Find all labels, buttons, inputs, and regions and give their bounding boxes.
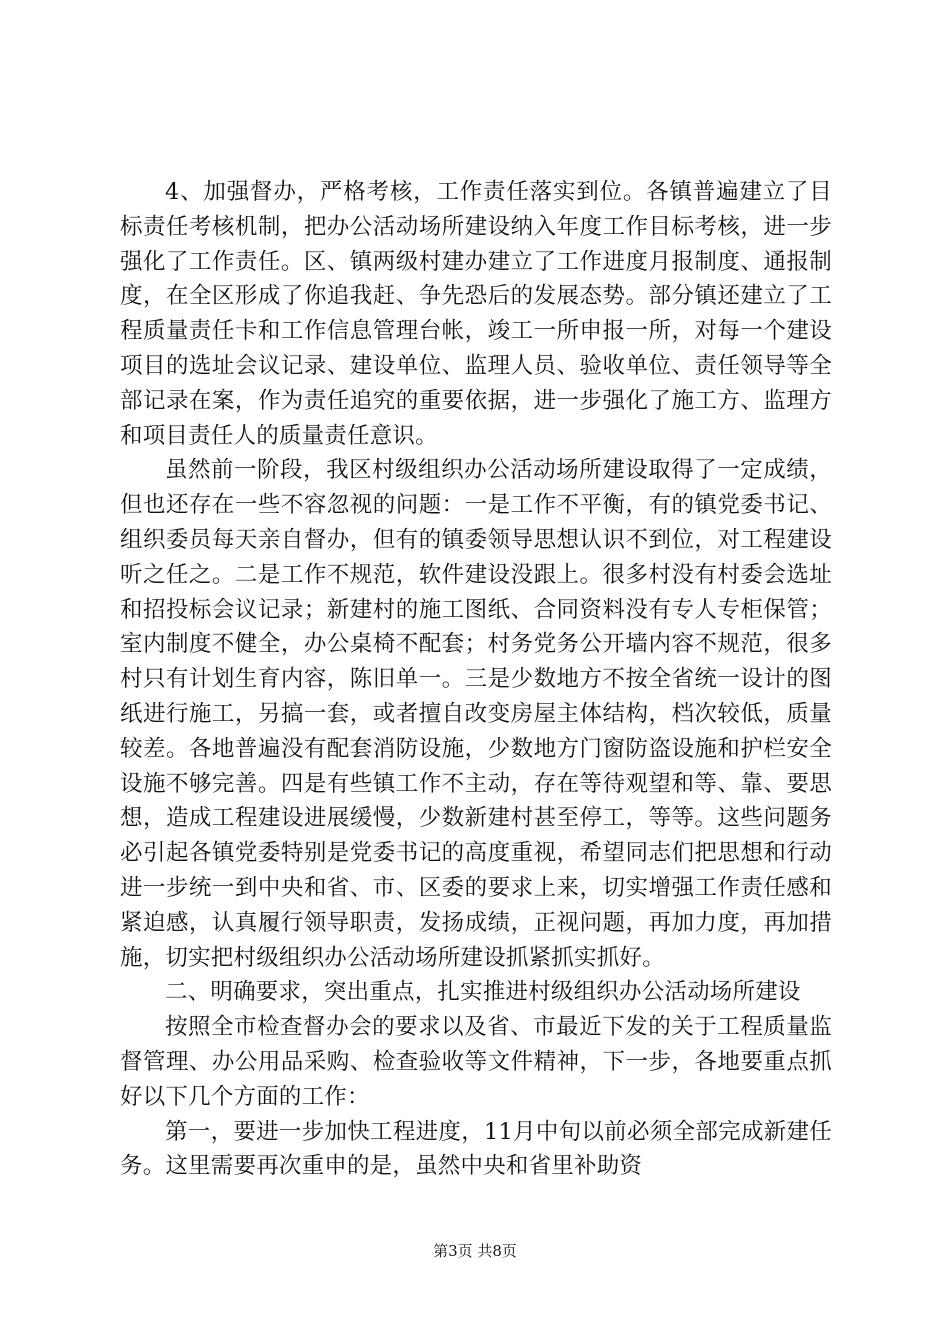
paragraph-problems: 虽然前一阶段，我区村级组织办公活动场所建设取得了一定成绩，但也还存在一些不容忽视的问题：一是工作不平衡，有的镇党委书记、组织委员每天亲自督办，但有的镇委领导思想认识不到位，对工程建设听之任之。二是工作不规范，软件建设没跟上。很多村没有村委会选址和招投标会议记录；新建村的施工图纸、合同资料没有专人专柜保管；室内制度不健全，办公桌椅不配套；村务党务公开墙内容不规范，很多村只有计划生育内容，陈旧单一。三是少数地方不按全省统一设计的图纸进行施工，另搞一套，或者擅自改变房屋主体结构，档次较低，质量较差。各地普遍没有配套消防设施，少数地方门窗防盗设施和护栏安全设施不够完善。四是有些镇工作不主动，存在等待观望和等、靠、要思想，造成工程建设进展缓慢，少数新建村甚至停工，等等。这些问题务必引起各镇党委特别是党委书记的高度重视，希望同志们把思想和行动进一步统一到中央和省、市、区委的要求上来，切实增强工作责任感和紧迫感，认真履行领导职责，发扬成绩，正视问题，再加力度，再加措施，切实把村级组织办公活动场所建设抓紧抓实抓好。	[120, 457, 832, 971]
page-number-footer: 第3页 共8页	[433, 1242, 517, 1260]
paragraph-next-steps: 按照全市检查督办会的要求以及省、市最近下发的关于工程质量监督管理、办公用品采购、检查验收等文件精神，下一步，各地要重点抓好以下几个方面的工作：	[120, 1014, 832, 1110]
paragraph-supervision: 4、加强督办，严格考核，工作责任落实到位。各镇普遍建立了目标责任考核机制，把办公活动场所建设纳入年度工作目标考核，进一步强化了工作责任。区、镇两级村建办建立了工作进度月报制度、通报制度，在全区形成了你追我赶、争先恐后的发展态势。部分镇还建立了工程质量责任卡和工作信息管理台帐，竣工一所申报一所，对每一个建设项目的选址会议记录、建设单位、监理人员、验收单位、责任领导等全部记录在案，作为责任追究的重要依据，进一步强化了施工方、监理方和项目责任人的质量责任意识。	[120, 179, 832, 449]
document-body	[120, 175, 832, 1184]
paragraph-first-point: 第一，要进一步加快工程进度，11月中旬以前必须全部完成新建任务。这里需要再次重申的是，虽然中央和省里补助资	[120, 1118, 832, 1180]
section-heading-requirements: 二、明确要求，突出重点，扎实推进村级组织办公活动场所建设	[165, 979, 801, 1006]
